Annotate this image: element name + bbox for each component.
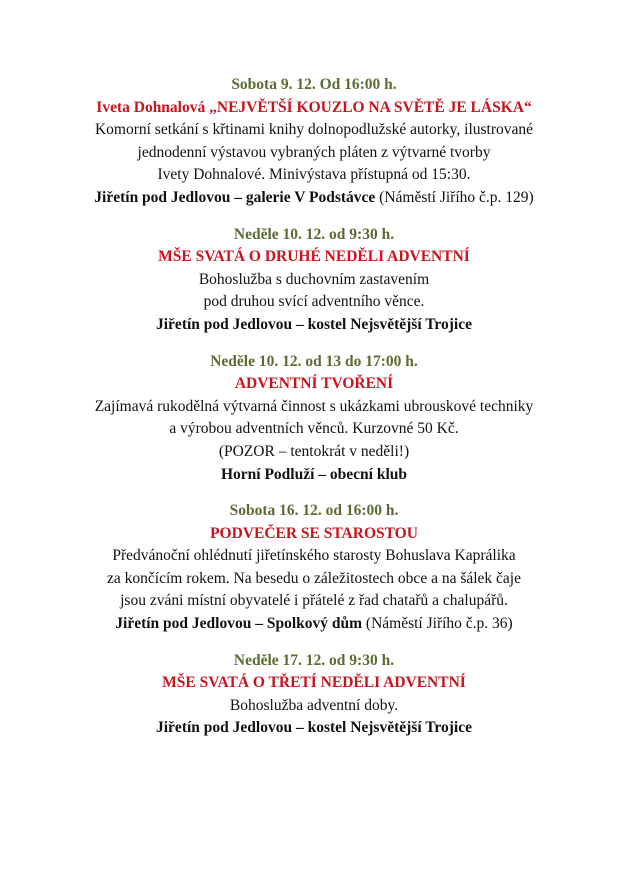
event-place-name: Horní Podluží – obecní klub: [220, 465, 408, 483]
event-title: ADVENTNÍ TVOŘENÍ: [234, 375, 394, 393]
event-date: Sobota 9. 12. Od 16:00 h.: [231, 76, 397, 93]
event-description-line: Zajímavá rukodělná výtvarná činnost s ukázkami ubrouskové techniky: [94, 397, 534, 415]
event-description-line: (POZOR – tentokrát v neděli!): [218, 442, 410, 460]
event-date: Neděle 17. 12. od 9:30 h.: [233, 651, 395, 669]
event-place: [0, 187, 628, 210]
event-place: [0, 613, 628, 636]
event-title-text: „NEJVĚTŠÍ KOUZLO NA SVĚTĚ JE LÁSKA“: [209, 98, 532, 116]
event-item: [0, 500, 628, 636]
event-item: [0, 650, 628, 740]
event-item: [0, 351, 628, 487]
event-item: [0, 74, 628, 210]
event-place-name: Jiřetín pod Jedlovou – kostel Nejsvětější Trojice: [156, 719, 472, 737]
event-date: Neděle 10. 12. od 9:30 h.: [233, 225, 395, 243]
event-date: Neděle 10. 12. od 13 do 17:00 h.: [210, 352, 418, 370]
event-title: PODVEČER SE STAROSTOU: [210, 524, 418, 542]
event-description-line: Předvánoční ohlédnutí jiřetínského starosty Bohuslava Kaprálika: [112, 547, 516, 565]
event-title: MŠE SVATÁ O DRUHÉ NEDĚLI ADVENTNÍ: [158, 248, 470, 266]
event-title: MŠE SVATÁ O TŘETÍ NEDĚLI ADVENTNÍ: [162, 674, 466, 692]
event-description-line: za končícím rokem. Na besedu o záležitostech obce a na šálek čaje: [107, 569, 521, 587]
event-place-address: (Náměstí Jiřího č.p. 129): [375, 188, 534, 206]
event-place-name: Jiřetín pod Jedlovou – galerie V Podstávce: [94, 188, 376, 206]
event-description-line: jednodenní výstavou vybraných pláten z výtvarné tvorby: [137, 143, 491, 161]
event-item: [0, 224, 628, 337]
event-description-line: Komorní setkání s křtinami knihy dolnopodlužské autorky, ilustrované: [94, 121, 534, 139]
event-title-author: Iveta Dohnalová: [96, 98, 206, 116]
event-description-line: pod druhou svící adventního věnce.: [203, 293, 425, 311]
event-place: [0, 717, 628, 740]
event-place: [0, 314, 628, 337]
event-place-address: (Náměstí Jiřího č.p. 36): [362, 615, 513, 633]
event-title: [0, 97, 628, 120]
event-description-line: jsou zváni místní obyvatelé i přátelé z řad chatařů a chalupářů.: [120, 592, 508, 610]
event-list: [0, 74, 628, 740]
event-place-name: Jiřetín pod Jedlovou – Spolkový dům: [115, 615, 363, 633]
event-place-name: Jiřetín pod Jedlovou – kostel Nejsvětější Trojice: [156, 315, 472, 333]
event-description-line: Ivety Dohnalové. Minivýstava přístupná od 15:30.: [157, 166, 471, 184]
event-place: [0, 464, 628, 487]
event-description-line: Bohoslužba adventní doby.: [229, 696, 399, 714]
event-description-line: Bohoslužba s duchovním zastavením: [198, 270, 430, 288]
event-date: Sobota 16. 12. od 16:00 h.: [229, 502, 399, 520]
event-description-line: a výrobou adventních věnců. Kurzovné 50 Kč.: [169, 420, 459, 438]
